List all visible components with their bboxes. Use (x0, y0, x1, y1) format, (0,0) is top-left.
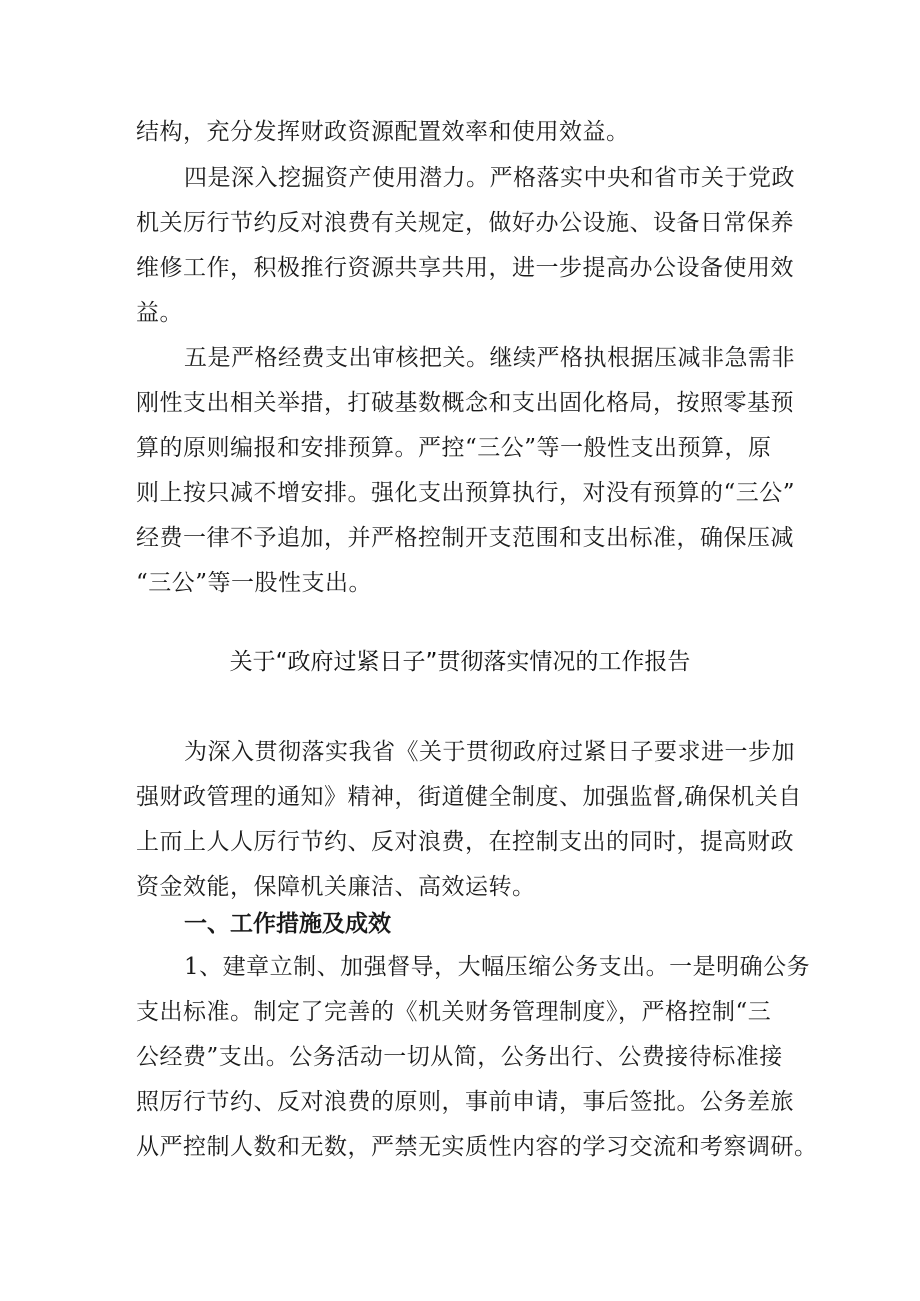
report-title: 关于“政府过紧日子”贯彻落实情况的工作报告 (229, 649, 691, 675)
paragraph-line: 结构，充分发挥财政资源配置效率和使用效益。 (136, 119, 630, 145)
paragraph-line: “三公”等一股性支出。 (136, 570, 373, 596)
paragraph-line: 支出标准。制定了完善的《机关财务管理制度》，严格控制“三 (136, 999, 772, 1025)
paragraph-line: 公经费”支出。公务活动一切从简，公务出行、公费接待标准接 (136, 1044, 783, 1070)
paragraph-line: 四是深入挖掘资产使用潜力。严格落实中央和省市关于党政 (184, 165, 795, 191)
paragraph-line: 强财政管理的通知》精神，街道健全制度、加强监督,确保机关自 (136, 784, 802, 810)
paragraph-line: 算的原则编报和安排预算。严控“三公”等一般性支出预算，原 (136, 435, 772, 461)
paragraph-line: 维修工作，积极推行资源共享共用，进一步提高办公设备使用效 (136, 255, 794, 281)
paragraph-line: 则上按只减不增安排。强化支出预算执行，对没有预算的“三公” (136, 480, 796, 506)
paragraph-line: 1、建章立制、加强督导，大幅压缩公务支出。一是明确公务 (184, 954, 811, 980)
paragraph-line: 刚性支出相关举措，打破基数概念和支出固化格局，按照零基预 (136, 390, 794, 416)
paragraph-line: 上而上人人厉行节约、反对浪费，在控制支出的同时，提高财政 (136, 829, 794, 855)
paragraph-line: 益。 (136, 300, 183, 326)
paragraph-line: 经费一律不予追加，并严格控制开支范围和支出标准，确保压减 (136, 525, 794, 551)
paragraph-line: 机关厉行节约反对浪费有关规定，做好办公设施、设备日常保养 (136, 210, 794, 236)
paragraph-line: 五是严格经费支出审核把关。继续严格执根据压减非急需非 (184, 345, 795, 371)
paragraph-line: 从严控制人数和无数，严禁无实质性内容的学习交流和考察调研。 (136, 1134, 818, 1160)
paragraph-line: 照厉行节约、反对浪费的原则，事前申请，事后签批。公务差旅 (136, 1089, 794, 1115)
paragraph-line: 资金效能，保障机关廉洁、高效运转。 (136, 874, 536, 900)
paragraph-line: 为深入贯彻落实我省《关于贯彻政府过紧日子要求进一步加 (184, 739, 795, 765)
section-heading: 一、工作措施及成效 (184, 911, 391, 937)
